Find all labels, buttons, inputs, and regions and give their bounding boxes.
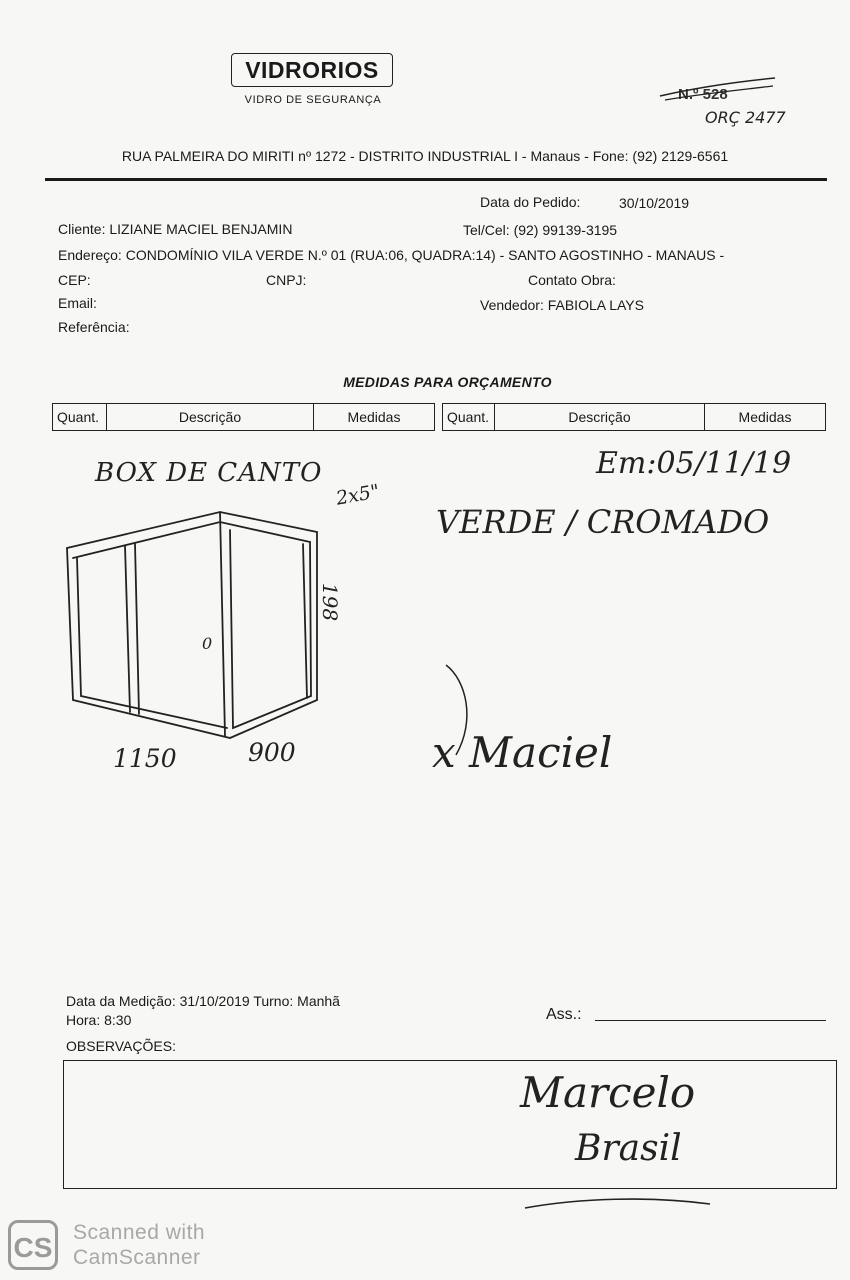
header-divider xyxy=(45,178,827,181)
camscanner-watermark xyxy=(73,1220,205,1270)
measures-table-right xyxy=(442,403,826,431)
handwritten-thickness: 2x5" xyxy=(334,480,382,510)
client-phone: Tel/Cel: (92) 99139-3195 xyxy=(463,222,618,238)
col-quantity: Quant. xyxy=(53,404,107,431)
handwritten-height: 198 xyxy=(318,582,343,622)
handwritten-door-mark: 0 xyxy=(202,634,213,653)
col-description: Descrição xyxy=(495,404,705,431)
reference-label: Referência: xyxy=(58,319,130,335)
site-contact-label: Contato Obra: xyxy=(528,272,616,288)
watermark-line2: CamScanner xyxy=(73,1246,201,1269)
signature-flourish xyxy=(436,660,496,760)
client-address: Endereço: CONDOMÍNIO VILA VERDE N.º 01 (RUA:06, QUADRA:14) - SANTO AGOSTINHO - MANAUS - xyxy=(58,247,725,263)
watermark-line1: Scanned with xyxy=(73,1221,206,1244)
signature-underline xyxy=(520,1192,720,1216)
col-measures: Medidas xyxy=(705,404,826,431)
col-description: Descrição xyxy=(107,404,314,431)
seller-name: Vendedor: FABIOLA LAYS xyxy=(480,297,644,313)
shower-box-sketch xyxy=(55,500,343,745)
cep-label: CEP: xyxy=(58,272,91,288)
handwritten-width-right: 900 xyxy=(248,738,296,767)
handwritten-item-name: BOX DE CANTO xyxy=(95,458,323,488)
handwritten-color-note: VERDE / CROMADO xyxy=(436,503,770,541)
cnpj-label: CNPJ: xyxy=(266,272,307,288)
order-number: N.º 528 xyxy=(678,86,728,103)
client-name: Cliente: LIZIANE MACIEL BENJAMIN xyxy=(58,221,293,237)
email-label: Email: xyxy=(58,295,97,311)
company-tagline: VIDRO DE SEGURANÇA xyxy=(244,94,382,106)
handwritten-width-left: 1150 xyxy=(113,744,177,773)
col-quantity: Quant. xyxy=(443,404,495,431)
client-signature: x Maciel xyxy=(432,728,613,777)
handwritten-orc-number: ORÇ 2477 xyxy=(705,108,786,127)
signature-line xyxy=(595,1020,826,1021)
col-measures: Medidas xyxy=(314,404,435,431)
obs-signature-line2: Brasil xyxy=(575,1128,682,1169)
measurement-date: Data da Medição: 31/10/2019 Turno: Manhã xyxy=(66,993,340,1009)
measurement-time: Hora: 8:30 xyxy=(66,1012,132,1028)
order-date-label: Data do Pedido: xyxy=(480,194,581,210)
measures-table-left xyxy=(52,403,435,431)
company-address: RUA PALMEIRA DO MIRITI nº 1272 - DISTRITO INDUSTRIAL I - Manaus - Fone: (92) 2129-6561 xyxy=(121,148,729,164)
section-title: MEDIDAS PARA ORÇAMENTO xyxy=(343,374,552,390)
signature-label: Ass.: xyxy=(546,1006,582,1023)
order-date-value: 30/10/2019 xyxy=(619,195,690,211)
observations-box xyxy=(63,1060,837,1189)
handwritten-date-note: Em:05/11/19 xyxy=(596,446,792,481)
obs-signature-line1: Marcelo xyxy=(520,1068,696,1117)
company-logo: VIDRORIOS xyxy=(231,53,393,87)
observations-label: OBSERVAÇÕES: xyxy=(66,1038,176,1054)
camscanner-logo: CS xyxy=(8,1220,58,1270)
